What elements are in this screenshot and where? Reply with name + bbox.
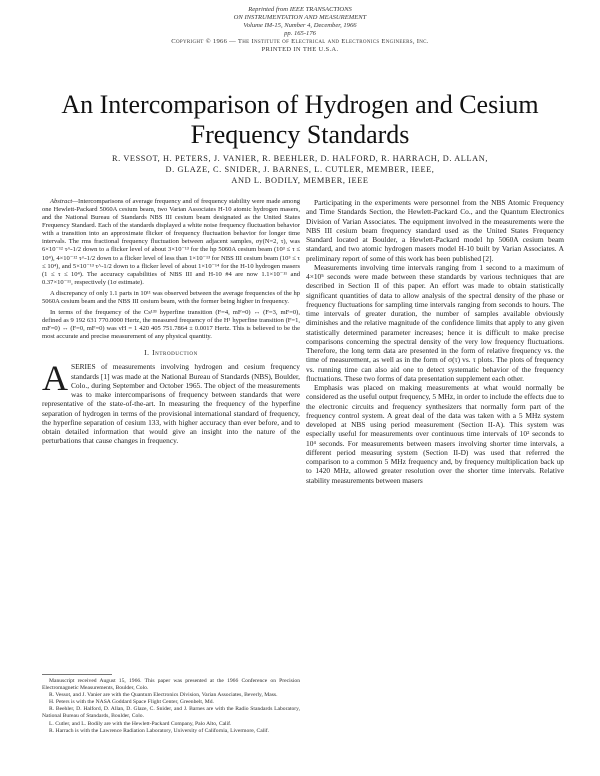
abstract-paragraph: A discrepancy of only 1.1 parts in 10¹¹ was observed between the average frequencies of the hp 5060A cesium beam and the NBS III cesium beam, with the former being higher in frequency. <box>42 289 300 305</box>
body-paragraph: Participating in the experiments were personnel from the NBS Atomic Frequency and Time Standards Section, the Hewlett-Packard Co., and the Quantum Electronics Division of Varian Associates. The equipment involved in the measurements were the NBS III cesium beam frequency standard used as the United States Frequency Standard located at Boulder, a Hewlett-Packard model hp 5060A cesium beam standard, and two atomic hydrogen masers model H-10 built by Varian Associates. A preliminary report of some of this work has been published [2]. <box>306 198 564 263</box>
section-heading: I. Introduction <box>144 348 198 358</box>
author-line: D. GLAZE, C. SNIDER, J. BARNES, L. CUTLER, MEMBER, IEEE, <box>165 165 435 174</box>
header-line: pp. 165-176 <box>284 30 316 37</box>
header-line: Volume IM-15, Number 4, December, 1966 <box>243 22 357 29</box>
footnote-divider <box>42 674 112 675</box>
header-line: Copyright © 1966 — The Institute of Electrical and Electronics Engineers, Inc. <box>171 38 429 45</box>
header-line: PRINTED IN THE U.S.A. <box>261 46 339 53</box>
intro-paragraph <box>42 358 300 446</box>
header-line: ON INSTRUMENTATION AND MEASUREMENT <box>233 14 367 21</box>
title-line-1: An Intercomparison of Hydrogen and Cesium <box>61 90 539 119</box>
author-list <box>40 153 560 186</box>
author-line: R. VESSOT, H. PETERS, J. VANIER, R. BEEHLER, D. HALFORD, R. HARRACH, D. ALLAN, <box>111 154 489 163</box>
left-column <box>42 198 300 446</box>
abstract-text: Intercomparisons of average frequency and of frequency stability were made among one Hewlett-Packard 5060A cesium beam, two Varian Associates H-10 atomic hydrogen masers, and the National Bureau of Standards NBS III cesium beam designated as the United States Frequency Standard. Each of the standards displayed a white noise frequency fluctuation behavior with a transition into an approximate flicker of frequency fluctuation behavior for longer time intervals. The rms fractional frequency fluctuation between adjacent samples, σy(N=2, τ), was 6×10⁻¹² τ^-1/2 down to a flicker level of about 3×10⁻¹³ for the hp 5060A cesium beam (10³ ≤ τ ≤ 10⁴), 4×10⁻¹² τ^-1/2 down to a flicker level of less than 1×10⁻¹³ for NBS III cesium beam (10³ ≤ τ ≤ 10⁴), and 5×10⁻¹³ τ^-1/2 down to a flicker level of about 1×10⁻¹⁴ for the H-10 hydrogen masers (1 ≤ τ ≤ 10⁴). The accuracy capabilities of NBS III and H-10 #4 are now 1.1×10⁻¹¹ and 0.37×10⁻¹¹, respectively (1σ estimate). <box>42 198 300 286</box>
body-paragraph: Measurements involving time intervals ranging from 1 second to a maximum of 4×10⁵ seconds were made between these standards by various techniques that are described in Section II of this paper. An effort was made to obtain statistically significant quantities of data to allow analysis of the spectral density of the phase or frequency fluctuations for sampling time intervals ranging from seconds to hours. The time intervals of greater duration, the number of samples available obviously diminishes and the relative magnitude of the confidence limits that apply to any given statistically determined parameter increases; hence it is difficult to make precise comparisons concerning the spectral density of the very low frequency fluctuations. Therefore, the long term data are presented in the form of relative frequency vs. the time of measurement, as well as in the form of σ(τ) vs. τ plots. The plots of frequency vs. running time can also aid one to detect systematic behavior of the frequency fluctuations. These two forms of data presentation supplement each other. <box>306 262 564 383</box>
footnote: L. Cutler, and L. Bodily are with the Hewlett-Packard Company, Palo Alto, Calif. <box>49 720 232 727</box>
footnote: H. Peters is with the NASA Goddard Space Flight Center, Greenbelt, Md. <box>49 699 214 706</box>
author-line: AND L. BODILY, MEMBER, IEEE <box>231 176 369 185</box>
drop-cap: A <box>42 358 68 399</box>
right-column <box>306 198 564 485</box>
footnote: R. Harrach is with the Lawrence Radiation Laboratory, University of California, Livermore, Calif. <box>49 727 270 734</box>
header-line: Reprinted from IEEE TRANSACTIONS <box>248 6 352 13</box>
abstract-label: Abstract— <box>50 198 79 205</box>
footnotes <box>42 668 300 735</box>
footnote: Manuscript received August 15, 1966. This paper was presented at the 1966 Conference on Precision Electromagnetic Measurements, Boulder, Colo. <box>42 678 300 692</box>
abstract-paragraph <box>42 198 300 287</box>
title-line-2: Frequency Standards <box>190 120 410 149</box>
intro-text: SERIES of measurements involving hydrogen and cesium frequency standards [1] was made at the National Bureau of Standards (NBS), Boulder, Colo., during September and October 1965. The object of the measurements was to make intercomparisons of frequency between standards that were representative of the state-of-the-art. In measuring the frequency of the hyperfine separation of hydrogen in terms of the provisional international standard of frequency, the hyperfine separation of cesium 133, with higher accuracy than ever before, and to obtain detailed information that would give an insight into the nature of the perturbations that cause changes in frequency. <box>42 362 300 446</box>
footnote: R. Vessot, and J. Vanier are with the Quantum Electronics Division, Varian Associates, Beverly, Mass. <box>49 692 278 699</box>
footnote: R. Beehler, D. Halford, D. Allan, D. Glaze, C. Snider, and J. Barnes are with the Radio Standards Laboratory, National Bureau of Standards, Boulder, Colo. <box>42 706 300 720</box>
paper-title <box>40 90 560 150</box>
abstract-paragraph: In terms of the frequency of the Cs¹³³ hyperfine transition (F=4, mF=0) ↔ (F=3, mF=0), defined as 9 192 631 770.0000 Hertz, the measured frequency of the H¹ hyperfine transition (F=1, mF=0) ↔ (F=0, mF=0) was νH = 1 420 405 751.7864 ± 0.0017 Hertz. This is believed to be the most accurate and precise measurement of any physical quantity. <box>42 309 300 341</box>
body-paragraph: Emphasis was placed on making measurements at what would normally be considered as the useful output frequency, 5 MHz, in order to include the effects due to the electronic circuits and frequency synthesizers that normally form part of the frequency control system. A great deal of the data was taken with a 5 MHz system developed at NBS using period measurement (Section II-A). This system was especially useful for measurements over continuous time intervals of 10² seconds to 10⁴ seconds. For measurements between masers involving shorter time intervals, a different period measuring system (Section II-D) was used that referred the comparison to a common 5 MHz frequency and, by frequency multiplication back up to 1420 MHz, allowed greater resolution over the shorter time intervals. Relative stability measurements between masers <box>306 383 564 485</box>
journal-header <box>0 6 600 54</box>
